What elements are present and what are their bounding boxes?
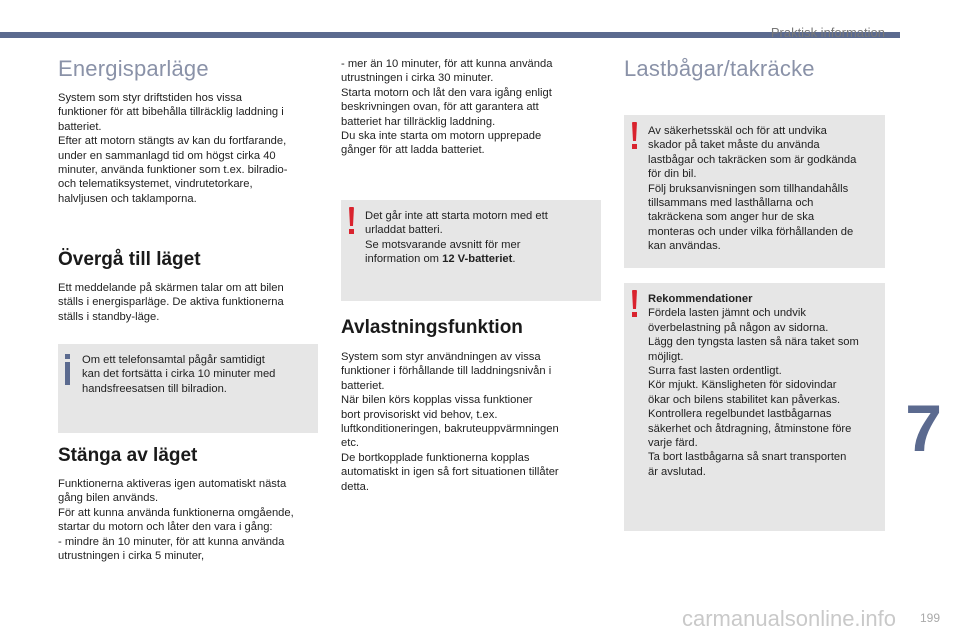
roof-rack-warning-note (624, 115, 885, 268)
energy-saving-title: Energisparläge (58, 56, 209, 81)
header-bar (0, 32, 900, 38)
battery-link-text: 12 V-batteriet (442, 253, 513, 266)
roof-rack-title: Lastbågar/takräcke (624, 56, 815, 81)
energy-saving-intro: System som styr driftstiden hos vissa funktioner för att bibehålla tillräcklig laddning i batteriet. Efter att motorn stängts av kan du fortfarande, under en sammanlagd tid om högst cirka 40 minuter, använda funktioner som t.ex. bilradio- och telematiksystemet, vindrutetorkare, halvljusen och taklamporna. (58, 92, 288, 205)
watermark: carmanualsonline.info (682, 606, 897, 631)
battery-warning-text: Det går inte att starta motorn med ett urladdat batteri. Se motsvarande avsnitt för mer information om 12 V-batteriet. (365, 210, 548, 266)
continued-text: - mer än 10 minuter, för att kunna använda utrustningen i cirka 30 minuter. Starta motorn och låt den vara igång enligt beskrivningen ovan, för att garantera att batteriet har tillräcklig laddning. Du ska inte starta om motorn upprepade gånger för att ladda batteriet. (341, 58, 553, 157)
section-title: Praktisk information (770, 25, 885, 40)
enter-mode-text: Ett meddelande på skärmen talar om att bilen ställs i energisparläge. De aktiva funktionerna ställs i standby-läge. (58, 282, 284, 323)
recommendations-note (624, 283, 885, 531)
info-note (58, 344, 318, 433)
info-icon (64, 354, 72, 386)
battery-warning-note (341, 200, 601, 301)
roof-rack-warning-text: Av säkerhetsskäl och för att undvika skador på taket måste du använda lastbågar och takräcken som är godkända för din bil. Följ bruksanvisningen som tillhandahålls tillsammans med lasthållarna och takräckena som anger hur de ska monteras och under vilka förhållanden de kan användas. (648, 125, 857, 253)
exit-mode-text: Funktionerna aktiveras igen automatiskt nästa gång bilen används. För att kunna använda funktionerna omgående, startar du motorn och låter den vara i gång: - mindre än 10 minuter, för att kunna använda utrustningen i cirka 5 minuter, (58, 478, 294, 563)
load-shedding-text: System som styr användningen av vissa funktioner i förhållande till laddningsnivån i batteriet. När bilen körs kopplas vissa funktioner bort provisoriskt vid behov, t.ex. luftkonditioneringen, bakruteuppvärmningen etc. De bortkopplade funktionerna kopplas automatiskt in igen så fort situationen tillåter detta. (341, 351, 559, 493)
load-shedding-heading: Avlastningsfunktion (341, 317, 523, 338)
info-note-text: Om ett telefonsamtal pågår samtidigt kan det fortsätta i cirka 10 minuter med handsfreesatsen till bilradion. (82, 354, 276, 395)
recommendations-title: Rekommendationer (648, 293, 753, 305)
recommendations-text: Rekommendationer Fördela lasten jämnt och undvik överbelastning på någon av sidorna. Lägg den tyngsta lasten så nära taket som möjligt. Surra fast lasten ordentligt. Kör mjukt. Känsligheten för sidovindar ökar och bilens stabilitet kan påverkas. Kontrollera regelbundet lastbågarnas säkerhet och åtdragning, åtminstone före varje färd. Ta bort lastbågarna så snart transporten är avslutad. (648, 293, 859, 478)
exit-mode-heading: Stänga av läget (58, 445, 198, 466)
page-number: 199 (919, 611, 940, 625)
warning-icon (631, 122, 638, 150)
warning-icon (631, 290, 638, 318)
enter-mode-heading: Övergå till läget (58, 249, 201, 270)
chapter-number: 7 (905, 391, 942, 465)
warning-icon (348, 207, 355, 235)
